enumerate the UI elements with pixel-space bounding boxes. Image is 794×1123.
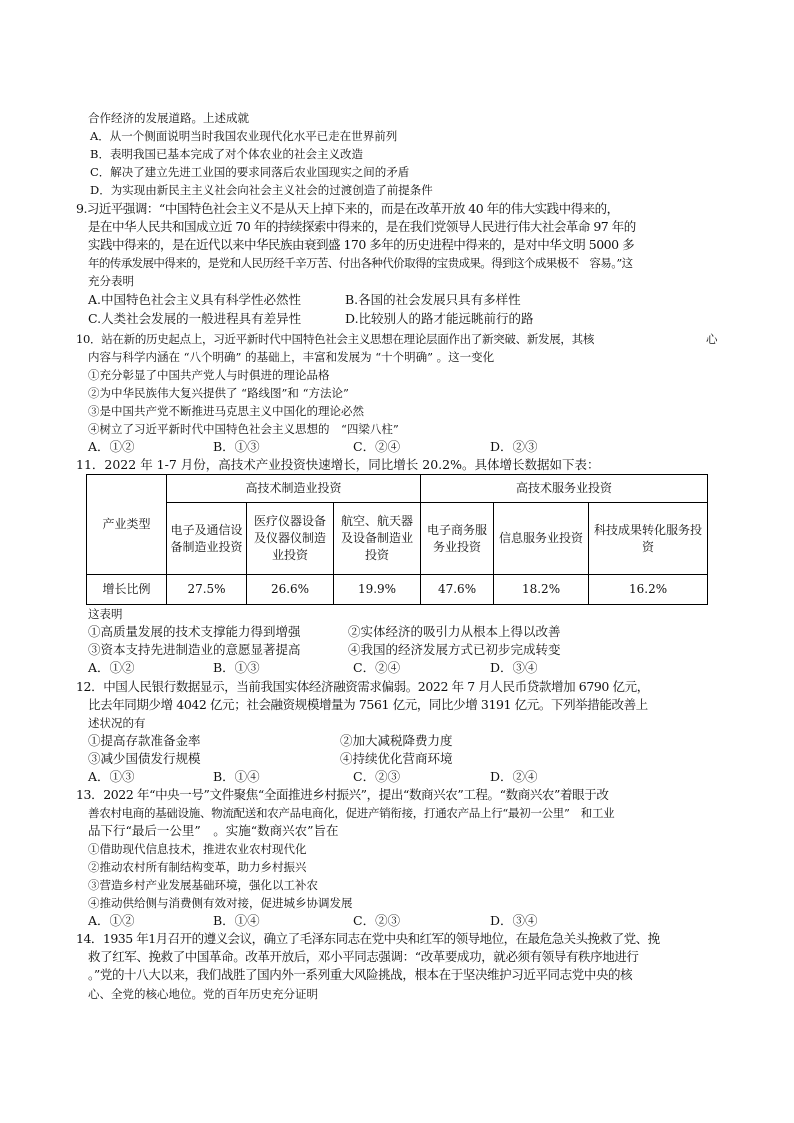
q10-statement-1: ①充分彰显了中国共产党人与时俱进的理论品格 bbox=[88, 368, 330, 382]
q11-stem-line-2: 这表明 bbox=[88, 607, 123, 621]
q11-statement-2: ②实体经济的吸引力从根本上得以改善 bbox=[348, 624, 561, 639]
table-header-manufacturing: 高技术制造业投资 bbox=[167, 475, 421, 503]
q10-option-b: B．①③ bbox=[213, 439, 260, 454]
q11-option-c: C．②④ bbox=[353, 660, 401, 675]
q11-option-a: A．①② bbox=[88, 660, 135, 675]
q12-statement-1: ①提高存款准备金率 bbox=[88, 733, 201, 748]
q13-statement-2: ②推动农村所有制结构变革，助力乡村振兴 bbox=[88, 860, 307, 874]
q12-stem-line-3: 述状况的有 bbox=[88, 716, 146, 730]
table-cell-value: 19.9% bbox=[334, 575, 421, 605]
q9-option-c: C.人类社会发展的一般进程具有差异性 bbox=[88, 311, 302, 326]
q11-stem-line-1: 11．2022 年 1-7 月份，高技术产业投资快速增长，同比增长 20.2%。具体增长数据如下表： bbox=[76, 457, 600, 472]
q13-stem-line-2: 善农村电商的基础设施、物流配送和农产品电商化，促进产销衔接，打通农产品上行“最初一公里” 和工业 bbox=[88, 806, 615, 820]
table-col-electronics: 电子及通信设备制造业投资 bbox=[167, 503, 247, 575]
q12-option-c: C．②③ bbox=[353, 769, 401, 784]
table-col-info-service: 信息服务业投资 bbox=[494, 503, 589, 575]
q8-option-a: A．从一个侧面说明当时我国农业现代化水平已走在世界前列 bbox=[90, 129, 398, 143]
q8-option-b: B．表明我国已基本完成了对个体农业的社会主义改造 bbox=[90, 147, 363, 161]
q12-option-a: A．①③ bbox=[88, 769, 135, 784]
q13-statement-3: ③营造乡村产业发展基础环境，强化以工补农 bbox=[88, 878, 318, 892]
q10-statement-2: ②为中华民族伟大复兴提供了 “路线图”和 “方法论” bbox=[88, 386, 349, 400]
q12-option-b: B．①④ bbox=[213, 769, 260, 784]
q14-stem-line-4: 心、全党的核心地位。党的百年历史充分证明 bbox=[88, 987, 318, 1001]
q10-option-c: C．②④ bbox=[353, 439, 401, 454]
q12-stem-line-1: 12．中国人民银行数据显示，当前我国实体经济融资需求偏弱。2022 年 7 月人民币贷款增加 6790 亿元， bbox=[76, 679, 649, 694]
q13-option-b: B．①④ bbox=[213, 913, 260, 928]
q8-option-c: C．解决了建立先进工业国的要求同落后农业国现实之间的矛盾 bbox=[90, 165, 410, 179]
q10-option-d: D．②③ bbox=[490, 439, 538, 454]
q10-statement-4: ④树立了习近平新时代中国特色社会主义思想的 “四梁八柱” bbox=[88, 422, 399, 436]
q10-stem-line-1: 10．站在新的历史起点上，习近平新时代中国特色社会主义思想在理论层面作出了新突破、新发展，其核 bbox=[76, 332, 595, 346]
q9-stem-line-4: 年的传承发展中得来的，是党和人民历经千辛万苦、付出各种代价取得的宝贵成果。得到这个成果极不 容易。”这 bbox=[88, 256, 633, 270]
q9-stem-line-3: 实践中得来的，是在近代以来中华民族由衰到盛 170 多年的历史进程中得来的，是对中华文明 5000 多 bbox=[88, 237, 635, 252]
q9-option-b: B.各国的社会发展只具有多样性 bbox=[345, 292, 521, 307]
table-col-aerospace: 航空、航天器及设备制造业投资 bbox=[334, 503, 421, 575]
investment-growth-table bbox=[86, 474, 708, 605]
table-col-medical: 医疗仪器设备及仪器仪制造业投资 bbox=[247, 503, 334, 575]
q9-option-d: D.比较别人的路才能远眺前行的路 bbox=[345, 311, 534, 326]
q14-stem-line-3: 。”党的十八大以来，我们战胜了国内外一系列重大风险挑战，根本在于坚决维护习近平同志党中央的核 bbox=[88, 967, 633, 982]
q13-option-d: D．③④ bbox=[490, 913, 538, 928]
q10-statement-3: ③是中国共产党不断推进马克思主义中国化的理论必然 bbox=[88, 404, 364, 418]
table-cell-value: 16.2% bbox=[589, 575, 708, 605]
q12-statement-3: ③减少国债发行规模 bbox=[88, 751, 201, 766]
q13-option-a: A．①② bbox=[88, 913, 135, 928]
table-header-service: 高技术服务业投资 bbox=[421, 475, 708, 503]
q12-statement-2: ②加大减税降费力度 bbox=[340, 733, 453, 748]
q10-option-a: A．①② bbox=[88, 439, 135, 454]
q10-stem-line-2: 内容与科学内涵在 “八个明确” 的基础上，丰富和发展为 “十个明确” 。这一变化 bbox=[88, 350, 495, 364]
q12-option-d: D．②④ bbox=[490, 769, 538, 784]
q13-stem-line-3: 品下行“最后一公里” 。实施“数商兴农”旨在 bbox=[88, 823, 339, 838]
table-cell-value: 27.5% bbox=[167, 575, 247, 605]
q12-statement-4: ④持续优化营商环境 bbox=[340, 751, 453, 766]
q9-stem-line-1: 9.习近平强调：“中国特色社会主义不是从天上掉下来的，而是在改革开放 40 年的伟大实践中得来的， bbox=[76, 201, 619, 216]
q14-stem-line-1: 14．1935 年1月召开的遵义会议，确立了毛泽东同志在党中央和红军的领导地位，在最危急关头挽救了党、挽 bbox=[76, 931, 660, 946]
q11-statement-4: ④我国的经济发展方式已初步完成转变 bbox=[348, 642, 561, 657]
table-cell-value: 47.6% bbox=[421, 575, 494, 605]
q11-option-d: D．③④ bbox=[490, 660, 538, 675]
q9-stem-line-5: 充分表明 bbox=[88, 274, 134, 288]
q8-stem-tail: 合作经济的发展道路。上述成就 bbox=[88, 111, 249, 125]
q14-stem-line-2: 救了红军、挽救了中国革命。改革开放后，邓小平同志强调：“改革要成功，就必须有领导有秩序地进行 bbox=[88, 949, 639, 964]
q9-option-a: A.中国特色社会主义具有科学性必然性 bbox=[88, 292, 302, 307]
q9-stem-line-2: 是在中华人民共和国成立近 70 年的持续探索中得来的，是在我们党领导人民进行伟大社会革命 97 年的 bbox=[88, 219, 636, 234]
q10-stem-line-1-end: 心 bbox=[706, 332, 718, 346]
table-cell-value: 26.6% bbox=[247, 575, 334, 605]
q8-option-d: D．为实现由新民主主义社会向社会主义社会的过渡创造了前提条件 bbox=[90, 183, 433, 197]
q11-statement-3: ③资本支持先进制造业的意愿显著提高 bbox=[88, 642, 301, 657]
q12-stem-line-2: 比去年同期少增 4042 亿元；社会融资规模增量为 7561 亿元，同比少增 3191 亿元。下列举措能改善上 bbox=[88, 697, 648, 712]
table-col-tech-transfer: 科技成果转化服务投资 bbox=[589, 503, 708, 575]
q13-statement-1: ①借助现代信息技术，推进农业农村现代化 bbox=[88, 842, 307, 856]
q11-statement-1: ①高质量发展的技术支撑能力得到增强 bbox=[88, 624, 301, 639]
q11-option-b: B．①③ bbox=[213, 660, 260, 675]
table-header-industry-type: 产业类型 bbox=[87, 475, 167, 575]
q13-statement-4: ④推动供给侧与消费侧有效对接，促进城乡协调发展 bbox=[88, 896, 353, 910]
q13-option-c: C．②③ bbox=[353, 913, 401, 928]
table-cell-value: 18.2% bbox=[494, 575, 589, 605]
table-row-label: 增长比例 bbox=[87, 575, 167, 605]
table-col-ecommerce: 电子商务服务业投资 bbox=[421, 503, 494, 575]
q13-stem-line-1: 13．2022 年“中央一号”文件聚焦“全面推进乡村振兴”，提出“数商兴农”工程。“数商兴农”着眼于改 bbox=[76, 787, 609, 802]
